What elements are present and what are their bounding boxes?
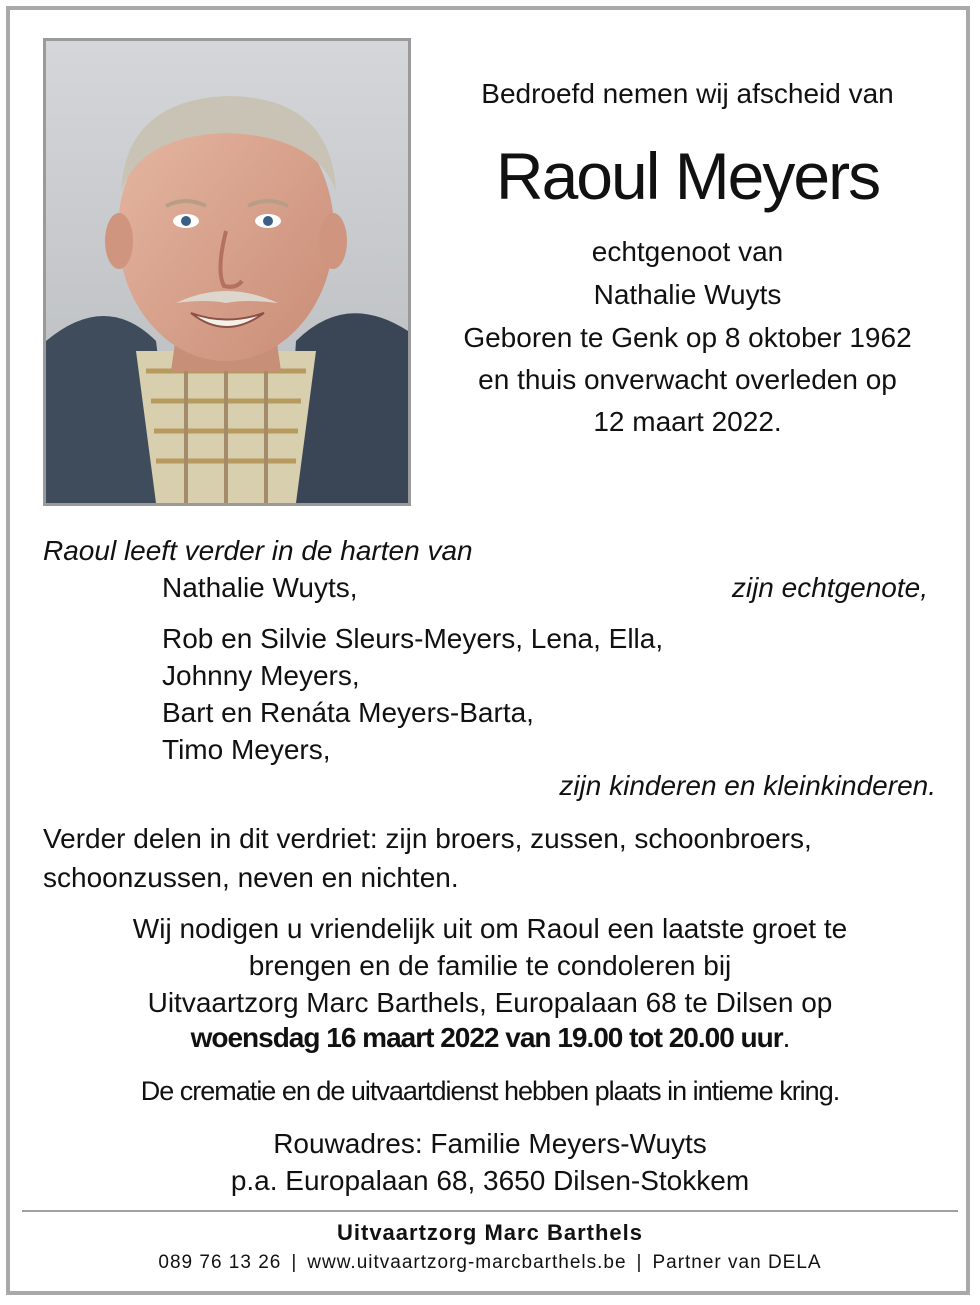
child-line-3: Bart en Renáta Meyers-Barta,	[162, 697, 534, 728]
info-line-birth: Geboren te Genk op 8 oktober 1962	[463, 322, 912, 353]
child-line-2: Johnny Meyers,	[162, 660, 360, 691]
intro-text: Bedroefd nemen wij afscheid van	[481, 78, 894, 109]
footer-separator: |	[636, 1252, 643, 1273]
info-line-death: en thuis onverwacht overleden op	[478, 364, 897, 395]
deceased-name: Raoul Meyers	[495, 139, 880, 213]
survivors-intro: Raoul leeft verder in de harten van	[43, 535, 473, 566]
invitation-line-2: brengen en de familie te condoleren bij	[248, 950, 732, 981]
child-line-4: Timo Meyers,	[162, 734, 331, 765]
portrait-photo	[43, 38, 411, 506]
invitation-date-suffix: .	[782, 1022, 790, 1053]
footer-divider	[22, 1210, 958, 1212]
others-line-1: Verder delen in dit verdriet: zijn broers, zussen, schoonbroers,	[43, 823, 812, 854]
footer-company: Uitvaartzorg Marc Barthels	[337, 1220, 643, 1245]
portrait-illustration	[46, 41, 408, 503]
footer-separator: |	[291, 1252, 298, 1273]
info-line-spouse-name: Nathalie Wuyts	[593, 279, 782, 310]
footer-partner: Partner van DELA	[652, 1252, 822, 1273]
spouse-name: Nathalie Wuyts,	[162, 572, 358, 603]
invitation-date	[0, 1022, 980, 1054]
footer-phone: 089 76 13 26	[158, 1252, 282, 1273]
others-line-2: schoonzussen, neven en nichten.	[43, 862, 459, 893]
footer-contact	[0, 1252, 980, 1274]
children-role: zijn kinderen en kleinkinderen.	[559, 770, 936, 801]
invitation-line-1: Wij nodigen u vriendelijk uit om Raoul een laatste groet te	[132, 913, 848, 944]
spouse-role: zijn echtgenote,	[731, 572, 928, 603]
invitation-line-3: Uitvaartzorg Marc Barthels, Europalaan 68 te Dilsen op	[147, 987, 833, 1018]
info-line-death-date: 12 maart 2022.	[593, 406, 782, 437]
invitation-date-bold: woensdag 16 maart 2022 van 19.00 tot 20.00 uur	[190, 1022, 783, 1053]
address-line-1: Rouwadres: Familie Meyers-Wuyts	[273, 1128, 707, 1159]
footer-website[interactable]: www.uitvaartzorg-marcbarthels.be	[307, 1252, 627, 1273]
cremation-note: De crematie en de uitvaartdienst hebben plaats in intieme kring.	[140, 1076, 840, 1106]
address-line-2: p.a. Europalaan 68, 3650 Dilsen-Stokkem	[230, 1165, 750, 1196]
child-line-1: Rob en Silvie Sleurs-Meyers, Lena, Ella,	[162, 623, 664, 654]
info-line-spouse-label: echtgenoot van	[591, 236, 784, 267]
